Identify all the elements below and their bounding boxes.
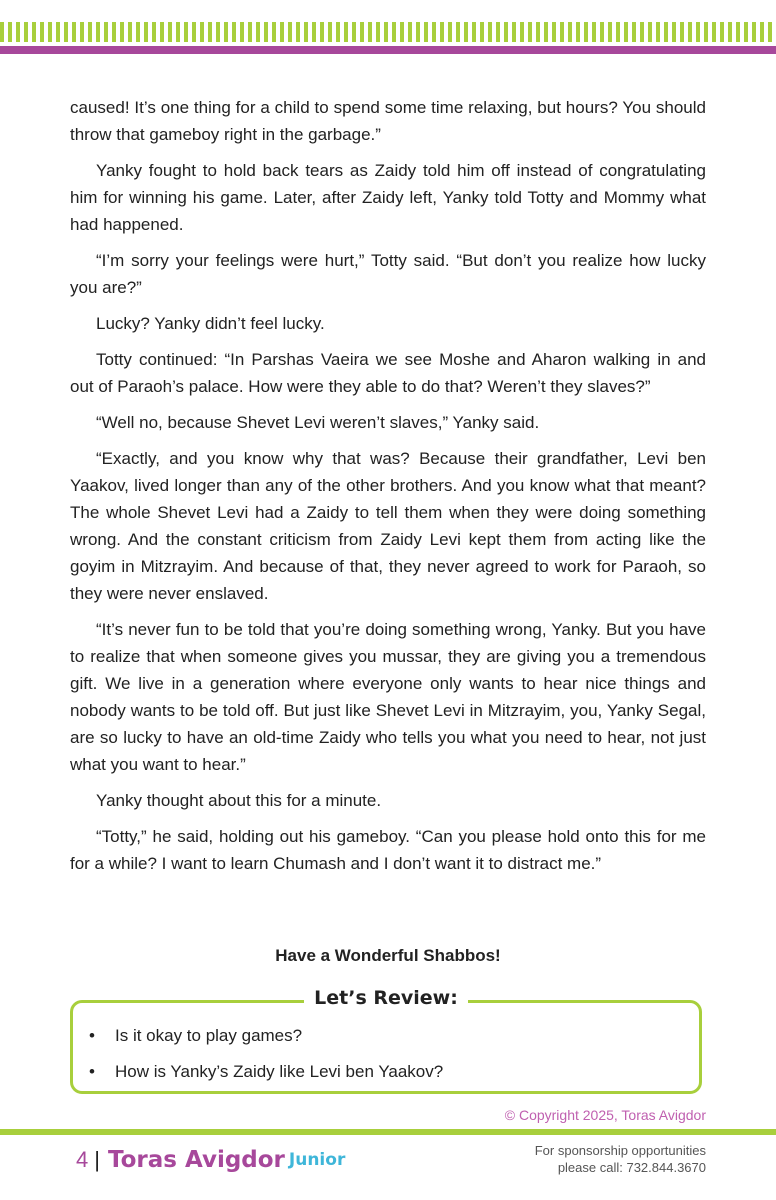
- story-text: [70, 94, 706, 886]
- story-paragraph: Yanky thought about this for a minute.: [96, 791, 382, 810]
- story-paragraph: “It’s never fun to be told that you’re doing something wrong, Yanky. But you have to realize that when someone gives you mussar, they are giving you a tremendous gift. We live in a generation where everyone only wants to hear nice things and nobody wants to be told off. But just like Shevet Levi in Mitzrayim, you, Yanky Segal, are so lucky to have an old-time Zaidy who tells you what you need to hear, not just what you want to hear.”: [70, 620, 706, 774]
- copyright: © Copyright 2025, Toras Avigdor: [504, 1107, 706, 1123]
- story-paragraph: Lucky? Yanky didn’t feel lucky.: [96, 314, 325, 333]
- story-paragraph: Yanky fought to hold back tears as Zaidy told him off instead of congratulating him for winning his game. Later, after Zaidy left, Yanky told Totty and Mommy what had happened.: [70, 161, 706, 234]
- top-purple-bar: [0, 46, 776, 54]
- review-title-wrap: [73, 987, 699, 1009]
- review-question: [89, 1061, 443, 1083]
- story-paragraph: “Exactly, and you know why that was? Because their grandfather, Levi ben Yaakov, lived longer than any of the other brothers. And you know what that meant? The whole Shevet Levi had a Zaidy to tell them when they were doing something wrong. And the constant criticism from Zaidy Levi kept them from acting like the goyim in Mitzrayim. And because of that, they never agreed to work for Paraoh, so they were never enslaved.: [70, 449, 706, 603]
- story-paragraph: “I’m sorry your feelings were hurt,” Totty said. “But don’t you realize how lucky you are?”: [70, 251, 706, 297]
- story-paragraph: caused! It’s one thing for a child to spend some time relaxing, but hours? You should throw that gameboy right in the garbage.”: [70, 98, 706, 144]
- footer-brand: [76, 1144, 345, 1176]
- story-paragraph: Totty continued: “In Parshas Vaeira we see Moshe and Aharon walking in and out of Paraoh’s palace. How were they able to do that? Weren’t they slaves?”: [70, 350, 706, 396]
- bullet-icon: •: [89, 1062, 95, 1081]
- footer-separator: |: [94, 1147, 100, 1172]
- review-list: [89, 1025, 443, 1097]
- review-question-text: Is it okay to play games?: [115, 1026, 303, 1045]
- story-paragraph: “Totty,” he said, holding out his gameboy. “Can you please hold onto this for me for a while? I want to learn Chumash and I don’t want it to distract me.”: [70, 827, 706, 873]
- sponsorship-info: [535, 1142, 706, 1176]
- sponsor-line: For sponsorship opportunities: [534, 1143, 706, 1158]
- brand-junior: Junior: [288, 1150, 346, 1170]
- page-number: 4: [76, 1147, 89, 1172]
- review-box: [70, 987, 702, 1094]
- top-stripe-border: [0, 22, 776, 42]
- review-question-text: How is Yanky’s Zaidy like Levi ben Yaakov?: [115, 1062, 444, 1081]
- sponsor-phone: please call: 732.844.3670: [557, 1160, 706, 1175]
- bottom-green-bar: [0, 1129, 776, 1135]
- review-question: [89, 1025, 443, 1047]
- review-title: Let’s Review:: [304, 987, 468, 1009]
- closing-line: Have a Wonderful Shabbos!: [275, 946, 501, 965]
- story-paragraph: “Well no, because Shevet Levi weren’t slaves,” Yanky said.: [96, 413, 540, 432]
- bullet-icon: •: [89, 1026, 95, 1045]
- brand-name: Toras Avigdor: [107, 1147, 285, 1173]
